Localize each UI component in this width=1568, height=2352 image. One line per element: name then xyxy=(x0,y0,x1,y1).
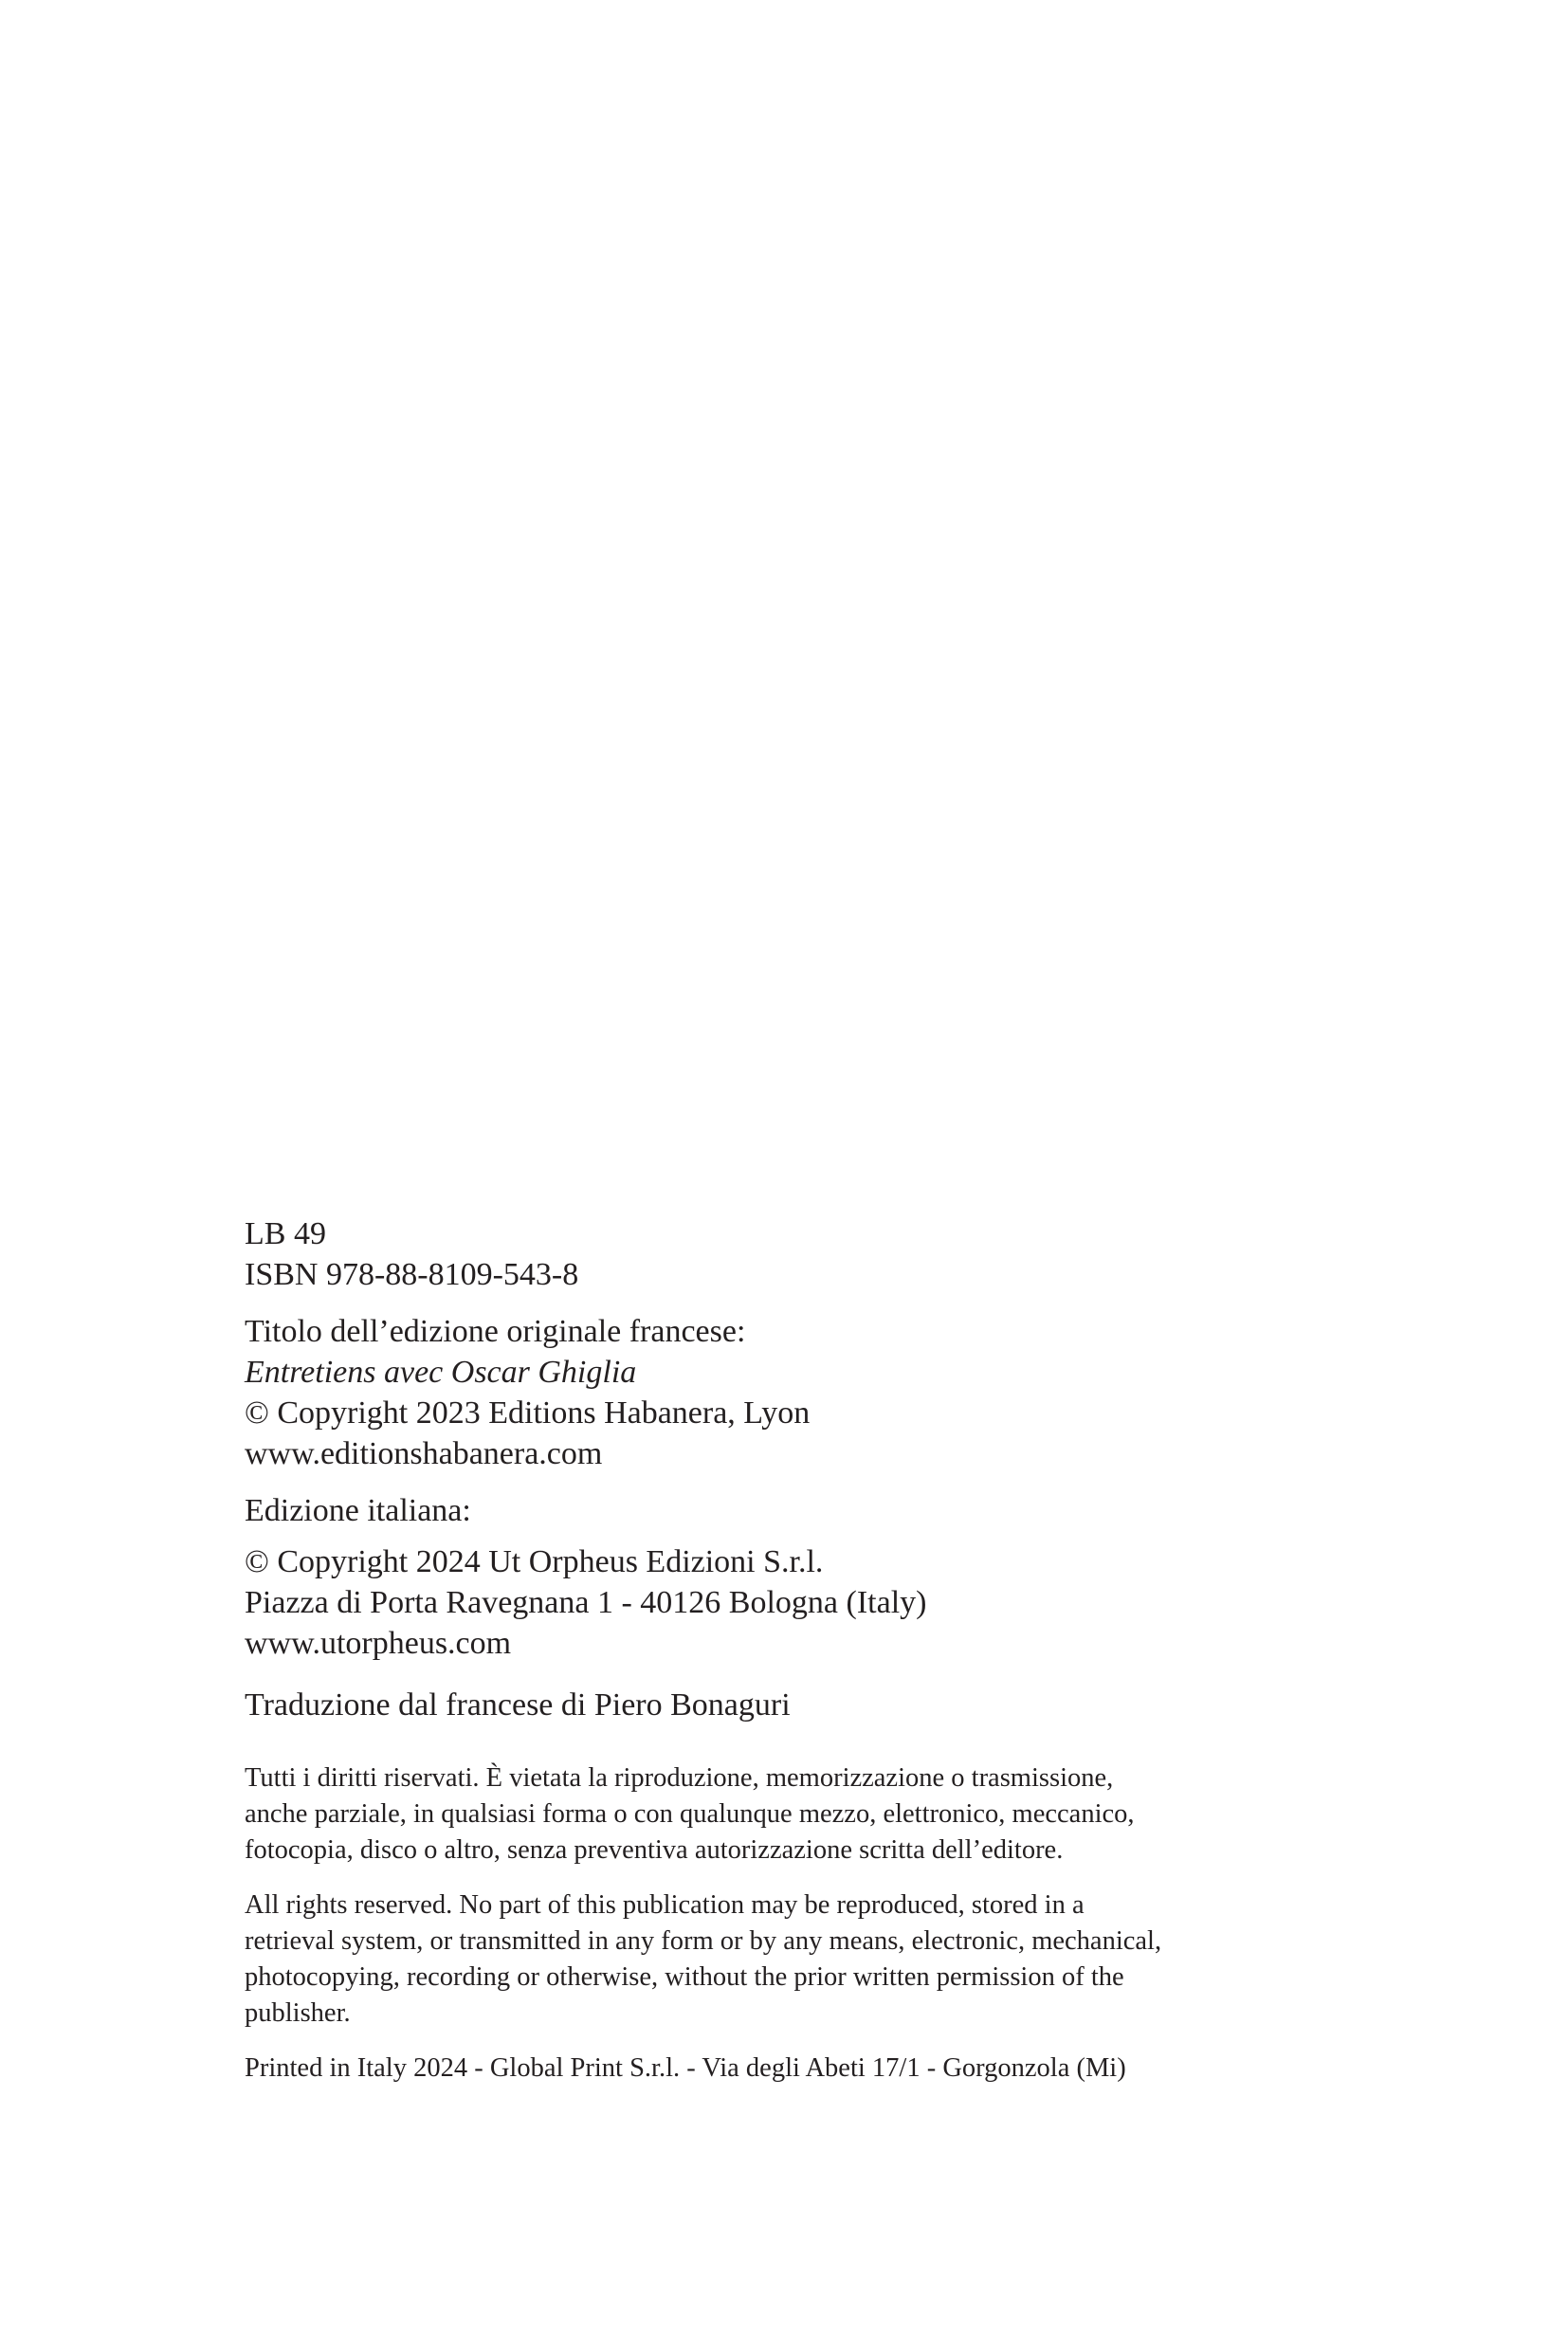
italian-edition-heading: Edizione italiana: xyxy=(245,1493,471,1528)
isbn: ISBN 978-88-8109-543-8 xyxy=(245,1257,579,1292)
original-publisher-website: www.editionshabanera.com xyxy=(245,1436,603,1471)
rights-italian-line: anche parziale, in qualsiasi forma o con qualunque mezzo, elettronico, meccanico, xyxy=(245,1799,1135,1829)
rights-english-line: retrieval system, or transmitted in any form or by any means, electronic, mechanical, xyxy=(245,1926,1162,1956)
original-edition-block xyxy=(245,1311,1382,1474)
colophon-block xyxy=(245,1213,1382,2087)
original-title xyxy=(245,1352,1382,1393)
publisher-website: www.utorpheus.com xyxy=(245,1626,512,1661)
rights-english-line: photocopying, recording or otherwise, without the prior written permission of the xyxy=(245,1962,1124,1992)
publisher-address: Piazza di Porta Ravegnana 1 - 40126 Bologna (Italy) xyxy=(245,1585,927,1620)
rights-italian-line: fotocopia, disco o altro, senza preventiva autorizzazione scritta dell’editore. xyxy=(245,1835,1064,1865)
series-isbn-block xyxy=(245,1213,1382,1295)
original-title-text: Entretiens avec Oscar Ghiglia xyxy=(245,1355,637,1390)
italian-edition-heading-block xyxy=(245,1490,1382,1531)
series-code: LB 49 xyxy=(245,1216,326,1251)
rights-italian-block xyxy=(245,1760,1382,1869)
rights-english-line: All rights reserved. No part of this publication may be reproduced, stored in a xyxy=(245,1890,1085,1920)
rights-english-block xyxy=(245,1887,1382,2032)
italian-copyright: © Copyright 2024 Ut Orpheus Edizioni S.r.l. xyxy=(245,1544,824,1579)
rights-italian-line: Tutti i diritti riservati. È vietata la riproduzione, memorizzazione o trasmissione, xyxy=(245,1763,1114,1793)
original-copyright: © Copyright 2023 Editions Habanera, Lyon xyxy=(245,1395,811,1431)
translation-credit: Traduzione dal francese di Piero Bonaguri xyxy=(245,1687,791,1723)
translation-block xyxy=(245,1685,1382,1725)
printer-line: Printed in Italy 2024 - Global Print S.r.l. - Via degli Abeti 17/1 - Gorgonzola (Mi) xyxy=(245,2053,1126,2083)
rights-english-line: publisher. xyxy=(245,1998,351,2028)
original-edition-heading: Titolo dell’edizione originale francese: xyxy=(245,1314,746,1349)
printer-block xyxy=(245,2051,1382,2087)
italian-edition-block xyxy=(245,1541,1382,1664)
